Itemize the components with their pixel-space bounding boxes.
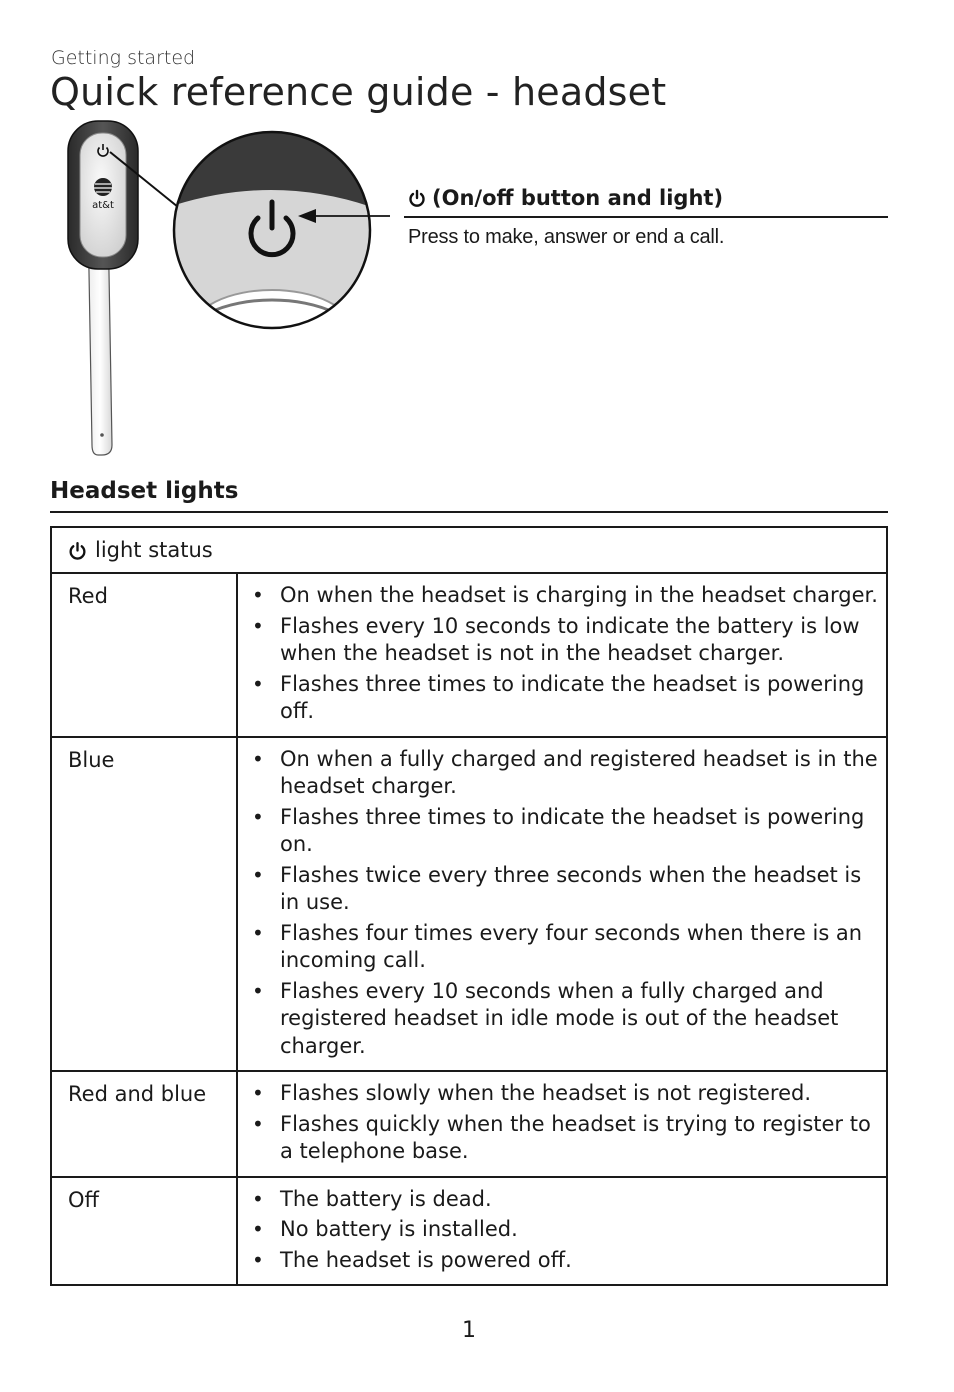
light-color: Off <box>51 1177 237 1286</box>
table-header-row <box>51 527 887 573</box>
list-item: • Flashes three times to indicate the headset is powering off. <box>246 671 880 726</box>
table-row <box>51 573 887 737</box>
section-label: Getting started <box>51 47 196 69</box>
light-description <box>237 1071 887 1177</box>
list-item: • Flashes twice every three seconds when the headset is in use. <box>246 862 880 917</box>
light-color: Red <box>51 573 237 737</box>
list-item: • Flashes quickly when the headset is trying to register to a telephone base. <box>246 1111 880 1166</box>
callout-title <box>408 186 723 210</box>
list-item: • The battery is dead. <box>246 1186 880 1214</box>
callout-divider <box>404 216 888 218</box>
page-title: Quick reference guide - headset <box>50 70 667 114</box>
light-color: Red and blue <box>51 1071 237 1177</box>
callout-title-text: (On/off button and light) <box>432 186 724 210</box>
light-color: Blue <box>51 737 237 1072</box>
list-item: • On when a fully charged and registered headset is in the headset charger. <box>246 746 880 801</box>
light-description <box>237 1177 887 1286</box>
list-item: • On when the headset is charging in the headset charger. <box>246 582 880 610</box>
table-header-label: light status <box>95 538 213 562</box>
list-item: • Flashes every 10 seconds when a fully charged and registered headset in idle mode is out of the headset charger. <box>246 978 880 1061</box>
page-number: 1 <box>462 1318 476 1343</box>
att-logo <box>94 178 112 196</box>
list-item: • The headset is powered off. <box>246 1247 880 1275</box>
list-item: • Flashes four times every four seconds when there is an incoming call. <box>246 920 880 975</box>
table-row <box>51 1071 887 1177</box>
table-row <box>51 737 887 1072</box>
list-item: • Flashes three times to indicate the headset is powering on. <box>246 804 880 859</box>
list-item: • No battery is installed. <box>246 1216 880 1244</box>
list-item: • Flashes slowly when the headset is not registered. <box>246 1080 880 1108</box>
light-description <box>237 737 887 1072</box>
att-brand-text: at&t <box>92 200 114 211</box>
table-row <box>51 1177 887 1286</box>
power-icon <box>68 541 87 560</box>
list-item: • Flashes every 10 seconds to indicate the battery is low when the headset is not in the headset charger. <box>246 613 880 668</box>
light-description <box>237 573 887 737</box>
section-heading: Headset lights <box>50 478 239 504</box>
headset-illustration <box>60 115 390 460</box>
callout-description: Press to make, answer or end a call. <box>408 226 725 248</box>
lights-table <box>50 526 888 1286</box>
power-icon <box>408 189 426 207</box>
section-divider <box>50 511 888 513</box>
table-header <box>51 527 887 573</box>
